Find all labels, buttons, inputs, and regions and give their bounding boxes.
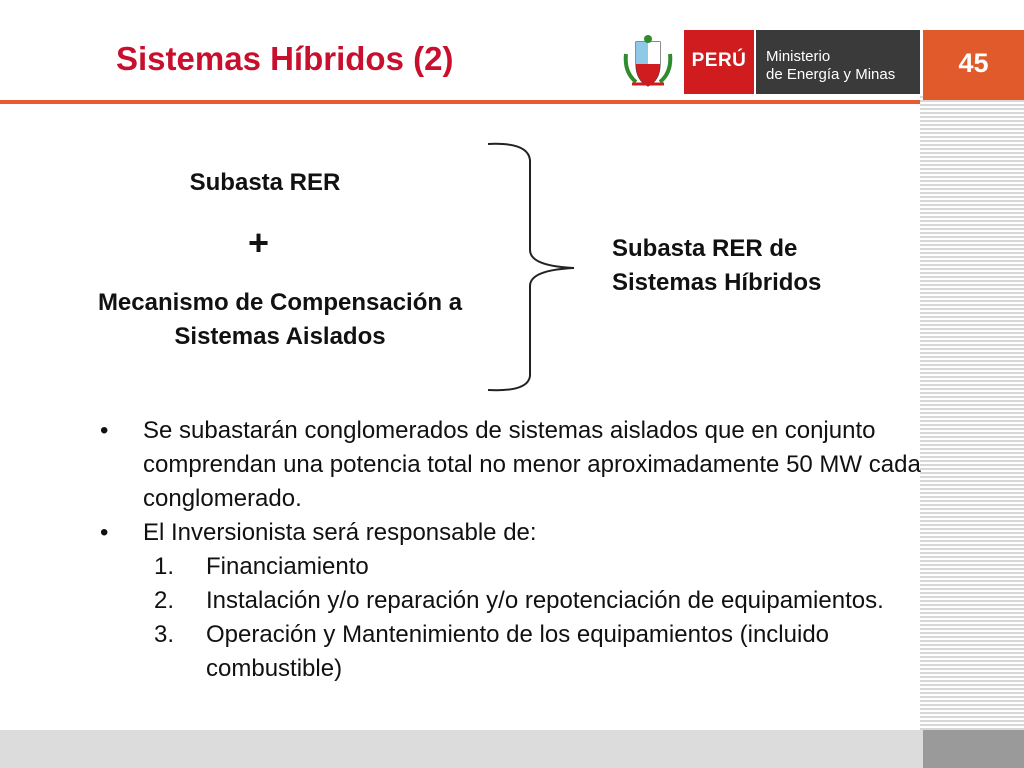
- item-number: 3.: [154, 621, 175, 648]
- title-underline: [0, 100, 920, 104]
- plus-sign: +: [248, 222, 270, 263]
- bullet-text-2: El Inversionista será responsable de:: [143, 519, 537, 546]
- bullet-item: [100, 414, 950, 516]
- peru-logo-text: PERÚ: [691, 50, 747, 71]
- numbered-item: [100, 550, 950, 584]
- numbered-text-1: Financiamiento: [206, 553, 369, 580]
- item-number: 2.: [154, 587, 175, 614]
- mecanismo-line-2: Sistemas Aislados: [174, 323, 386, 350]
- result-line-2: Sistemas Híbridos: [612, 269, 822, 296]
- footer-bar-accent: [923, 730, 1024, 768]
- bullet-dot: •: [100, 417, 109, 444]
- subasta-rer-label: Subasta RER: [189, 169, 341, 196]
- bullet-text-1: Se subastarán conglomerados de sistemas aislados que en conjunto comprendan una potencia total no menor aproximadamente 50 MW cada conglomerado.: [143, 417, 921, 512]
- slide-number: 45: [958, 48, 989, 78]
- coat-of-arms-icon: [622, 34, 674, 90]
- bullet-item: [100, 516, 950, 550]
- ministry-line-2: de Energía y Minas: [766, 66, 896, 83]
- item-number: 1.: [154, 553, 175, 580]
- bullet-dot: •: [100, 519, 109, 546]
- numbered-item: [100, 584, 950, 618]
- ministry-line-1: Ministerio: [766, 48, 831, 65]
- numbered-text-2: Instalación y/o reparación y/o repotenciación de equipamientos.: [206, 587, 884, 614]
- ministry-logo-text: [766, 48, 895, 84]
- slide-title: Sistemas Híbridos (2): [116, 40, 454, 77]
- numbered-item: [100, 618, 950, 686]
- numbered-text-3: Operación y Mantenimiento de los equipamientos (incluido combustible): [206, 621, 830, 682]
- bullet-list: [100, 414, 950, 686]
- result-label: [612, 232, 821, 300]
- mecanismo-label: [50, 286, 510, 354]
- right-brace-icon: [484, 140, 584, 396]
- result-line-1: Subasta RER de: [612, 235, 798, 262]
- footer-bar: [0, 730, 1024, 768]
- mecanismo-line-1: Mecanismo de Compensación a: [97, 289, 463, 316]
